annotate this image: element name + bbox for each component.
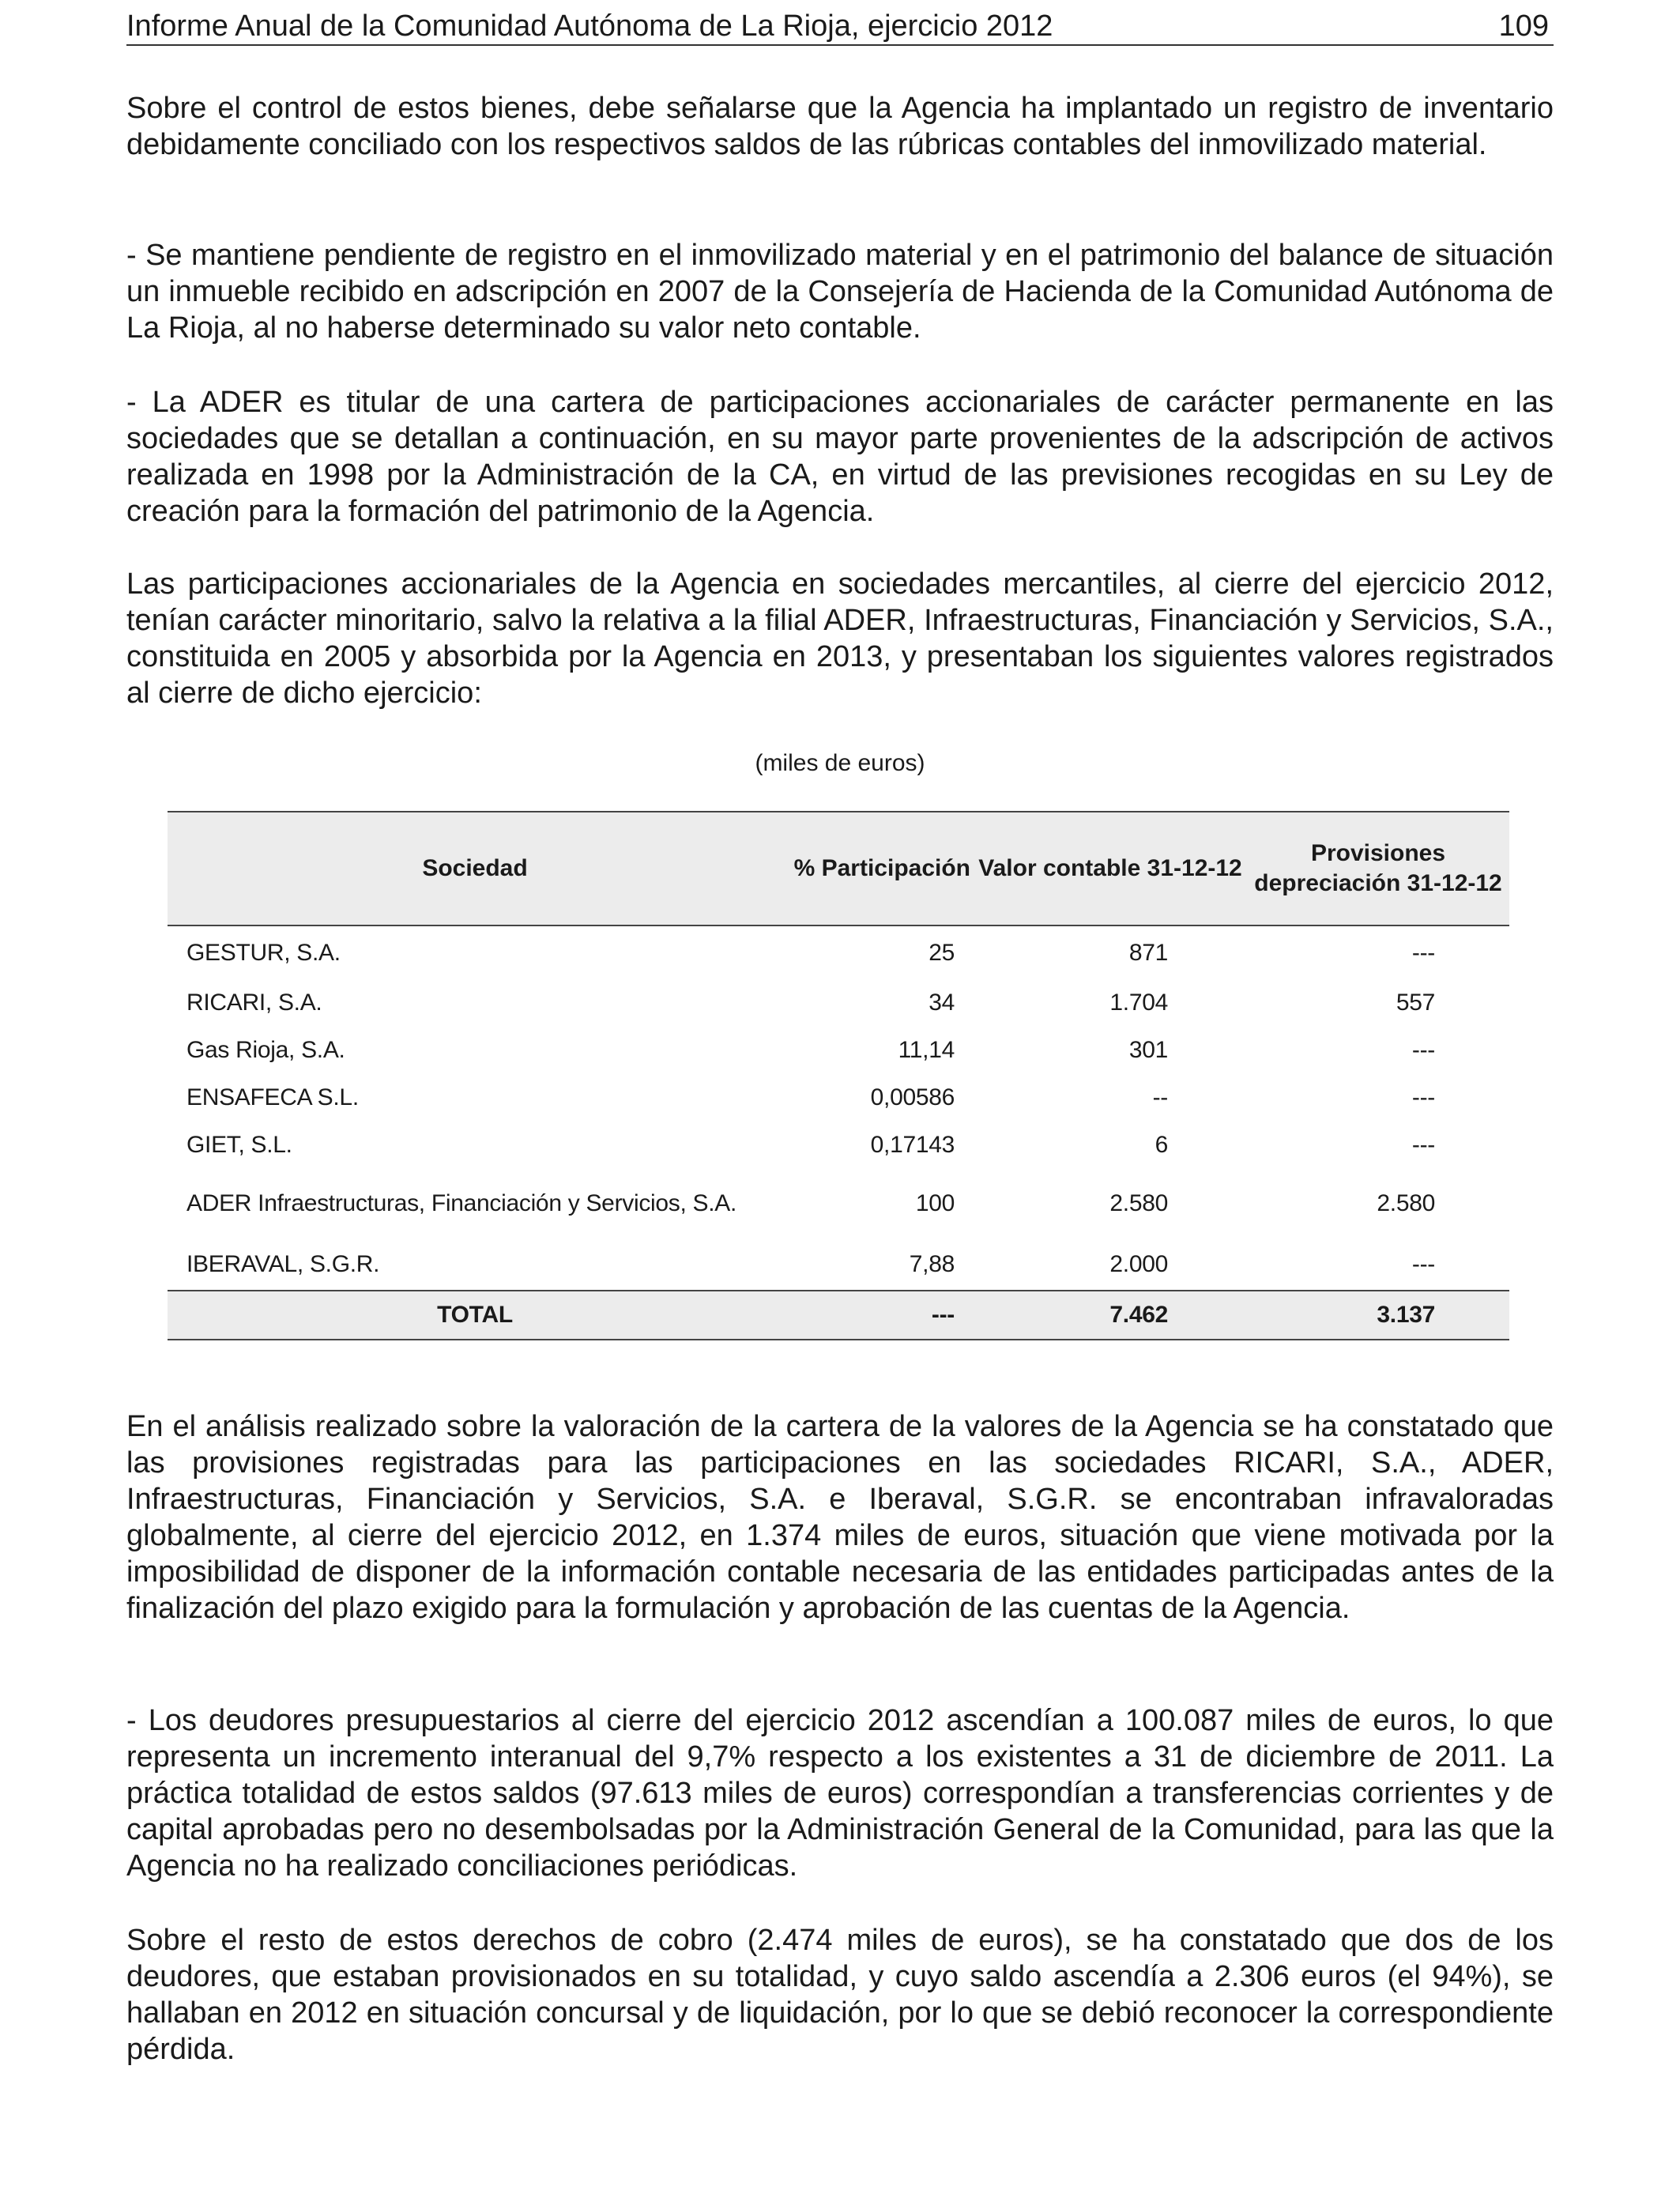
cell-sociedad: GIET, S.L. (186, 1132, 292, 1158)
cell-sociedad: Gas Rioja, S.A. (186, 1037, 345, 1063)
shareholdings-table (168, 811, 1509, 1340)
cell-provisiones: 557 (1396, 990, 1435, 1016)
cell-valor-contable: 6 (1155, 1132, 1168, 1158)
shareholdings-table-wrapper (168, 811, 1509, 1340)
page-number: 109 (1498, 9, 1549, 43)
paragraph-shareholdings-portfolio: - La ADER es titular de una cartera de participaciones accionariales de carácter permanente en las sociedades que se detallan a continuación, en su mayor parte provenientes de la adscripción de activos realizada en 1998 por la Administración de la CA, en virtud de las previsiones recogidas en su Ley de creación para la formación del patrimonio de la Agencia. (126, 386, 1554, 528)
paragraph-remaining-receivables: Sobre el resto de estos derechos de cobro (2.474 miles de euros), se ha constatado que dos de los deudores, que estaban provisionados en su totalidad, y cuyo saldo ascendía a 2.306 euros (el 94%), se hallaban en 2012 en situación concursal y de liquidación, por lo que se debió reconocer la correspondiente pérdida. (126, 1924, 1554, 2066)
cell-provisiones: --- (1411, 1084, 1435, 1110)
table-row (168, 1027, 1509, 1074)
cell-participacion: 0,17143 (870, 1132, 955, 1158)
cell-sociedad: ENSAFECA S.L. (186, 1084, 359, 1110)
report-title: Informe Anual de la Comunidad Autónoma de La Rioja, ejercicio 2012 (126, 9, 1053, 43)
table-row (168, 979, 1509, 1027)
cell-valor-contable: 301 (1128, 1037, 1168, 1063)
table-row (168, 1074, 1509, 1122)
cell-sociedad: GESTUR, S.A. (186, 939, 341, 966)
cell-total-participacion: --- (782, 1291, 974, 1340)
paragraph-inventory-control: Sobre el control de estos bienes, debe señalarse que la Agencia ha implantado un registro de inventario debidamente conciliado con los respectivos saldos de las rúbricas contables del inmovilizado material. (126, 92, 1554, 161)
cell-valor-contable: -- (1152, 1084, 1168, 1110)
cell-valor-contable: 2.580 (1109, 1190, 1168, 1216)
cell-provisiones: 2.580 (1377, 1190, 1435, 1216)
cell-valor-contable: 1.704 (1109, 990, 1168, 1016)
cell-provisiones: --- (1411, 1250, 1435, 1277)
column-header-provisiones-line1: Provisiones (1310, 840, 1446, 866)
table-row (168, 1122, 1509, 1169)
cell-participacion: 25 (929, 939, 955, 966)
column-header-provisiones (1247, 812, 1509, 925)
cell-sociedad: IBERAVAL, S.G.R. (186, 1250, 380, 1277)
cell-sociedad: ADER Infraestructuras, Financiación y Servicios, S.A. (186, 1190, 737, 1216)
table-units-caption: (miles de euros) (755, 750, 925, 776)
cell-provisiones: --- (1411, 939, 1435, 966)
table-header-row (168, 812, 1509, 925)
cell-valor-contable: 2.000 (1109, 1250, 1168, 1277)
cell-valor-contable: 871 (1128, 939, 1168, 966)
cell-sociedad: RICARI, S.A. (186, 990, 322, 1016)
table-row (168, 1238, 1509, 1291)
cell-participacion: 7,88 (909, 1250, 955, 1277)
paragraph-valuation-analysis: En el análisis realizado sobre la valoración de la cartera de la valores de la Agencia se ha constatado que las provisiones registradas para las participaciones en las sociedades RICARI, S.A., ADER, Infraestructuras, Financiación y Servicios, S.A. e Iberaval, S.G.R. se encontraban infravaloradas globalmente, al cierre del ejercicio 2012, en 1.374 miles de euros, situación que viene motivada por la imposibilidad de disponer de la información contable necesaria de las entidades participadas antes de la finalización del plazo exigido para la formulación y aprobación de las cuentas de la Agencia. (126, 1410, 1554, 1625)
table-row (168, 925, 1509, 979)
column-header-participacion: % Participación (782, 812, 974, 925)
cell-provisiones: --- (1411, 1037, 1435, 1063)
column-header-sociedad: Sociedad (168, 812, 782, 925)
column-header-provisiones-line2: depreciación 31-12-12 (1254, 870, 1502, 896)
column-header-valor-contable: Valor contable 31-12-12 (974, 812, 1247, 925)
page-header (126, 8, 1554, 46)
paragraph-shareholdings-values: Las participaciones accionariales de la Agencia en sociedades mercantiles, al cierre del ejercicio 2012, tenían carácter minoritario, salvo la relativa a la filial ADER, Infraestructuras, Financiación y Servicios, S.A., constituida en 2005 y absorbida por la Agencia en 2013, y presentaban los siguientes valores registrados al cierre de dicho ejercicio: (126, 567, 1554, 710)
cell-participacion: 100 (915, 1190, 955, 1216)
cell-participacion: 11,14 (898, 1037, 955, 1063)
cell-total-valor-contable: 7.462 (974, 1291, 1247, 1340)
cell-total-label: TOTAL (168, 1291, 782, 1340)
cell-participacion: 34 (929, 990, 955, 1016)
cell-provisiones: --- (1411, 1132, 1435, 1158)
paragraph-budget-debtors: - Los deudores presupuestarios al cierre del ejercicio 2012 ascendían a 100.087 miles de euros, lo que representa un incremento interanual del 9,7% respecto a los existentes a 31 de diciembre de 2011. La práctica totalidad de estos saldos (97.613 miles de euros) correspondían a transferencias corrientes y de capital aprobadas pero no desembolsadas por la Administración General de la Comunidad, para las que la Agencia no ha realizado conciliaciones periódicas. (126, 1704, 1554, 1883)
cell-total-provisiones: 3.137 (1247, 1291, 1509, 1340)
cell-participacion: 0,00586 (870, 1084, 955, 1110)
table-total-row (168, 1291, 1509, 1340)
table-row (168, 1169, 1509, 1238)
paragraph-pending-property: - Se mantiene pendiente de registro en el inmovilizado material y en el patrimonio del balance de situación un inmueble recibido en adscripción en 2007 de la Consejería de Hacienda de la Comunidad Autónoma de La Rioja, al no haberse determinado su valor neto contable. (126, 239, 1554, 345)
